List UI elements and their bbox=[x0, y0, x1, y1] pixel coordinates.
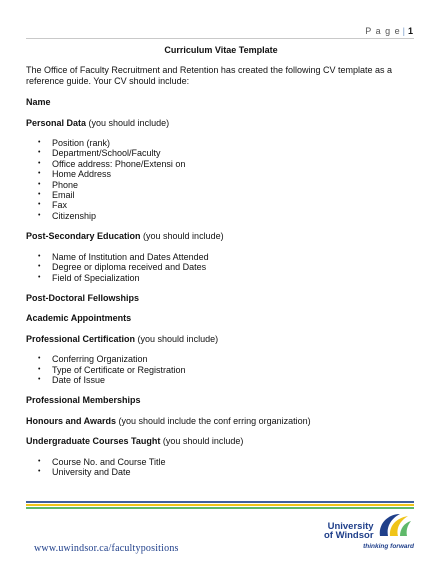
section-heading-title: Professional Certification bbox=[26, 333, 136, 344]
section-heading-note: (you should include) bbox=[140, 231, 224, 242]
list-item: • Office address: Phone/Extensi on bbox=[52, 159, 416, 169]
list-item: • Department/School/Faculty bbox=[52, 148, 416, 158]
section-heading bbox=[26, 97, 416, 107]
footer-stripe-gold bbox=[26, 504, 414, 506]
list-item: • Conferring Organization bbox=[52, 354, 416, 364]
section-heading-title: Undergraduate Courses Taught bbox=[26, 436, 161, 447]
intro-paragraph: The Office of Faculty Recruitment and Retention has created the following CV template as a reference guide. Your CV should include: bbox=[26, 65, 393, 86]
section-heading bbox=[26, 118, 416, 128]
section-heading-title: Professional Memberships bbox=[26, 395, 141, 406]
page-number-value: 1 bbox=[407, 26, 414, 36]
section-bullet-list bbox=[26, 457, 416, 478]
document-title: Curriculum Vitae Template bbox=[164, 45, 278, 55]
section-heading bbox=[26, 293, 416, 303]
list-item: • Course No. and Course Title bbox=[52, 457, 416, 467]
section-heading-title: Honours and Awards bbox=[26, 415, 117, 426]
section-heading-title: Post-Doctoral Fellowships bbox=[26, 292, 140, 303]
section-heading-title: Post-Secondary Education bbox=[26, 231, 141, 242]
list-item: • Home Address bbox=[52, 169, 416, 179]
logo-tagline: thinking forward bbox=[363, 543, 414, 550]
section-heading-title: Academic Appointments bbox=[26, 313, 132, 324]
list-item: • Email bbox=[52, 190, 416, 200]
section-heading-note: (you should include) bbox=[160, 436, 244, 447]
footer-stripe-green bbox=[26, 507, 414, 509]
section-heading bbox=[26, 334, 416, 344]
list-item: • Position (rank) bbox=[52, 138, 416, 148]
list-item: • Phone bbox=[52, 180, 416, 190]
list-item: • Field of Specialization bbox=[52, 273, 416, 283]
page-label: P a g e bbox=[365, 26, 401, 36]
list-item: • Fax bbox=[52, 200, 416, 210]
faculty-positions-link[interactable]: www.uwindsor.ca/facultypositions bbox=[34, 543, 179, 554]
footer-stripes bbox=[26, 501, 414, 509]
section-bullet-list bbox=[26, 252, 416, 283]
sections-container bbox=[26, 97, 416, 477]
logo-swoosh-icon bbox=[374, 510, 412, 540]
section-heading-note: (you should include the conf erring organization) bbox=[116, 415, 311, 426]
list-item: • Date of Issue bbox=[52, 375, 416, 385]
logo-line-2: of Windsor bbox=[324, 530, 374, 541]
footer-stripe-navy bbox=[26, 501, 414, 503]
list-item: • University and Date bbox=[52, 467, 416, 477]
section-bullet-list bbox=[26, 354, 416, 385]
page-number bbox=[365, 26, 414, 36]
logo-wordmark bbox=[324, 522, 374, 540]
section-heading-title: Personal Data bbox=[26, 117, 87, 128]
logo-line-1: University bbox=[327, 521, 374, 532]
header-rule bbox=[26, 38, 414, 39]
section-heading bbox=[26, 436, 416, 446]
section-heading bbox=[26, 231, 416, 241]
section-heading-title: Name bbox=[26, 97, 51, 108]
list-item: • Citizenship bbox=[52, 211, 416, 221]
list-item: • Name of Institution and Dates Attended bbox=[52, 252, 416, 262]
section-heading bbox=[26, 313, 416, 323]
section-heading bbox=[26, 395, 416, 405]
section-heading-note: (you should include) bbox=[135, 333, 219, 344]
section-heading-note: (you should include) bbox=[86, 117, 170, 128]
list-item: • Type of Certificate or Registration bbox=[52, 365, 416, 375]
list-item: • Degree or diploma received and Dates bbox=[52, 262, 416, 272]
university-logo bbox=[324, 510, 414, 554]
section-bullet-list bbox=[26, 138, 416, 221]
document-body bbox=[26, 45, 416, 487]
section-heading bbox=[26, 416, 416, 426]
page-separator: | bbox=[402, 26, 406, 36]
